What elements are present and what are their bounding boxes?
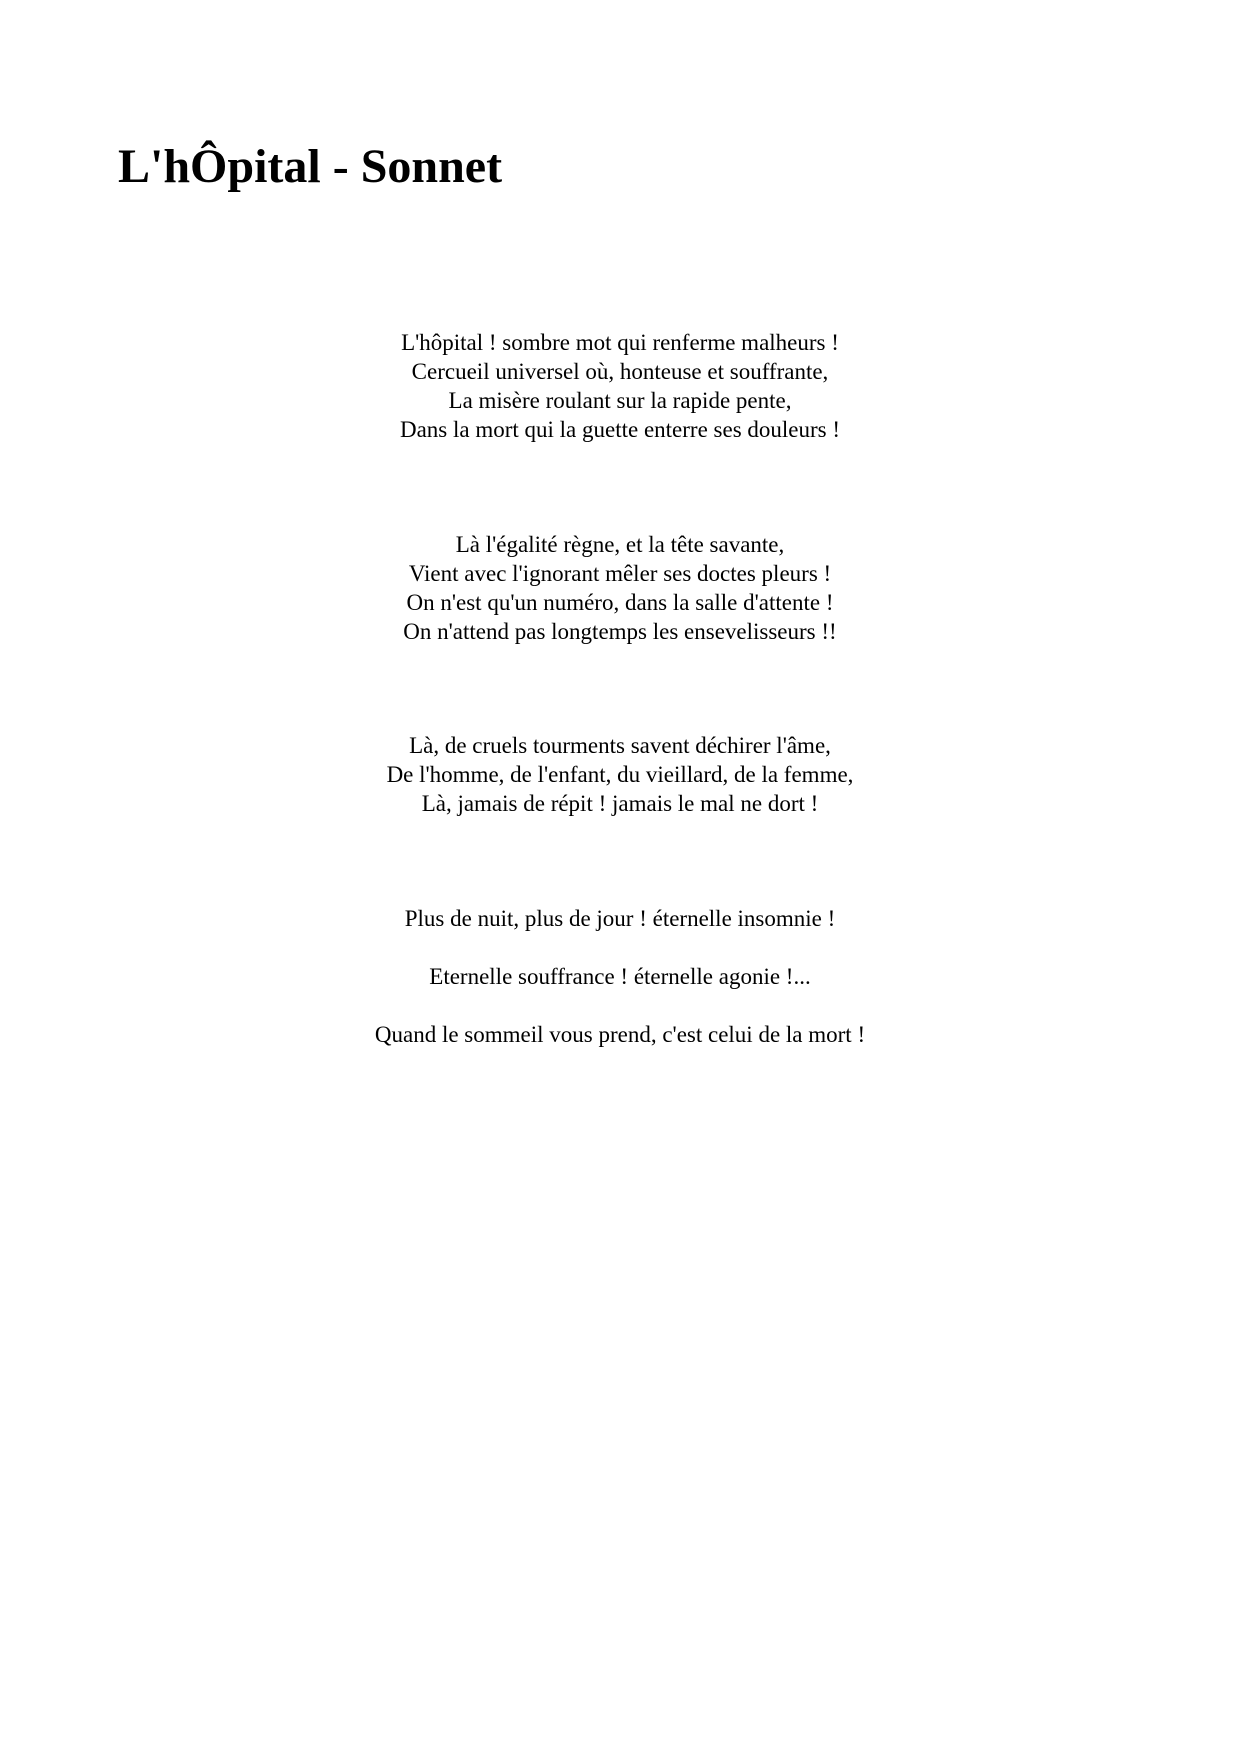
poem-line: De l'homme, de l'enfant, du vieillard, de la femme,	[386, 762, 854, 787]
stanza-4	[220, 904, 1020, 1078]
stanza-2	[220, 530, 1020, 646]
poem-line: On n'attend pas longtemps les ensevelisseurs !!	[403, 619, 837, 644]
poem-line: La misère roulant sur la rapide pente,	[448, 388, 792, 413]
poem-line: Là, de cruels tourments savent déchirer l'âme,	[409, 733, 831, 758]
poem-line: On n'est qu'un numéro, dans la salle d'attente !	[406, 590, 834, 615]
poem-line: L'hôpital ! sombre mot qui renferme malheurs !	[401, 330, 839, 355]
page-title: L'hÔpital - Sonnet	[118, 140, 503, 193]
stanza-3	[220, 731, 1020, 818]
poem-line: Là l'égalité règne, et la tête savante,	[455, 532, 785, 557]
poem-line: Dans la mort qui la guette enterre ses douleurs !	[399, 417, 841, 442]
poem-line: Quand le sommeil vous prend, c'est celui de la mort !	[374, 1022, 866, 1047]
poem-line: Cercueil universel où, honteuse et souffrante,	[411, 359, 829, 384]
poem-line: Eternelle souffrance ! éternelle agonie !...	[429, 964, 811, 989]
poem-line: Plus de nuit, plus de jour ! éternelle insomnie !	[404, 906, 836, 931]
poem-line: Là, jamais de répit ! jamais le mal ne dort !	[421, 791, 819, 816]
stanza-1	[220, 328, 1020, 444]
poem-line: Vient avec l'ignorant mêler ses doctes pleurs !	[408, 561, 832, 586]
